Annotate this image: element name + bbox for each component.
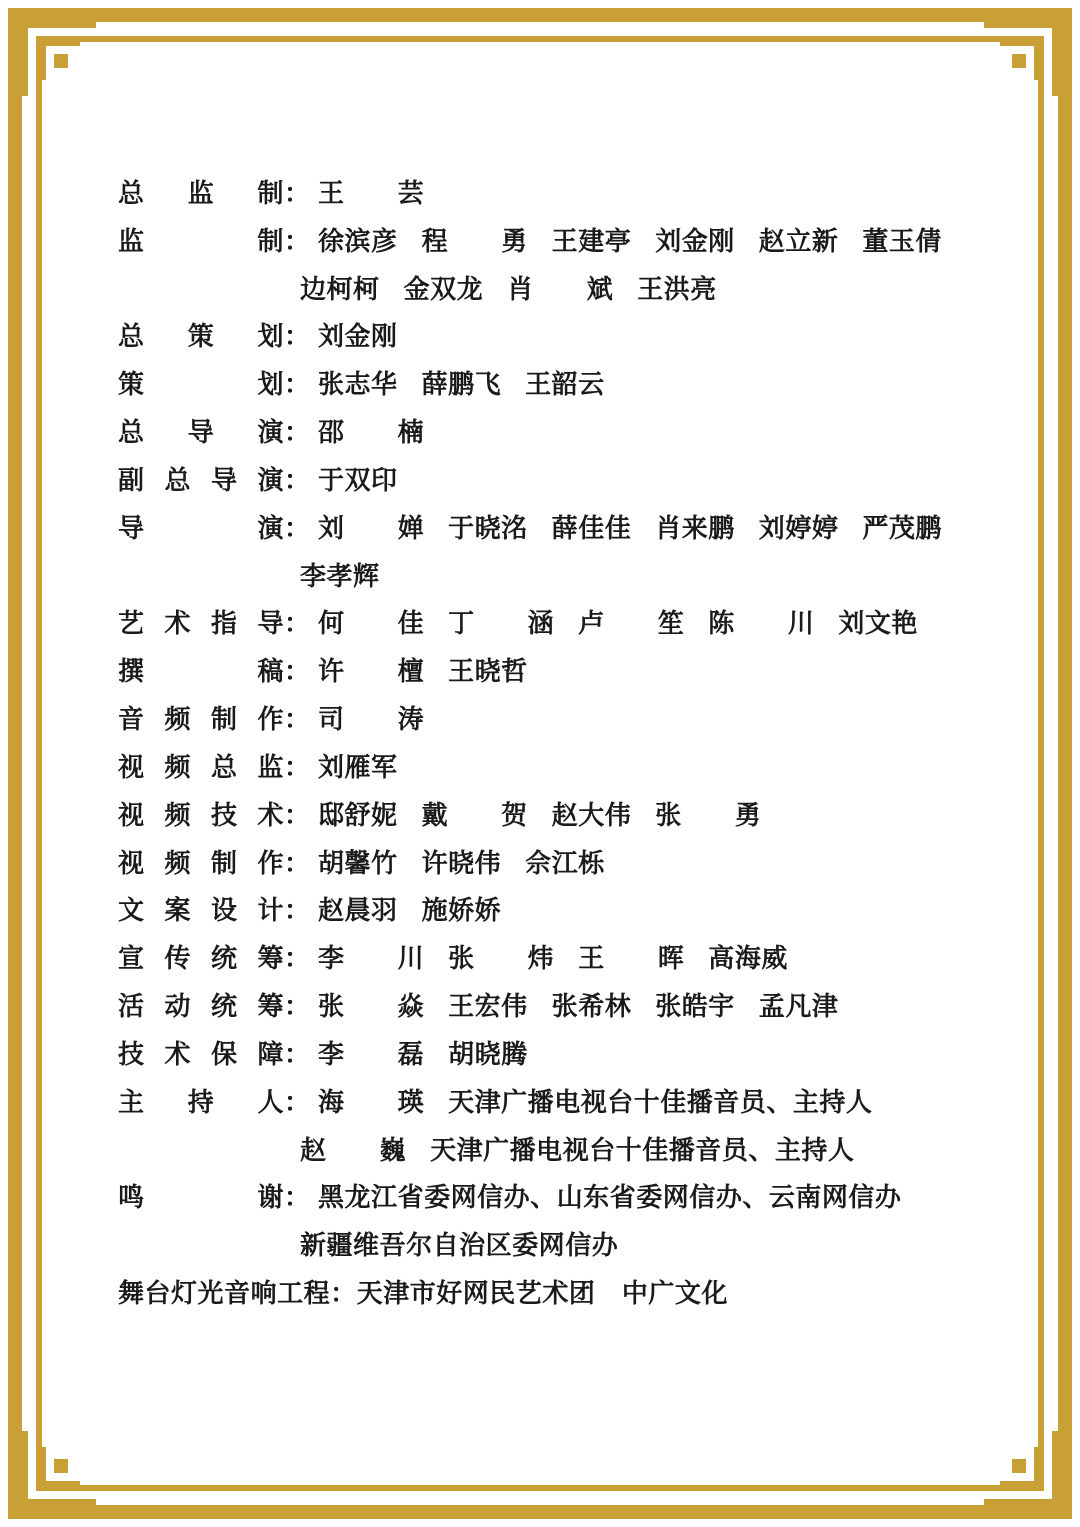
- credit-colon: ：: [284, 178, 311, 208]
- credit-continuation-row: [118, 553, 990, 601]
- credit-names: [310, 600, 990, 648]
- credit-name: 何 佳: [318, 608, 425, 639]
- credit-name: 王宏伟: [448, 991, 528, 1022]
- credit-role-label: 副总导演: [118, 464, 284, 495]
- corner-dot-icon: [1012, 54, 1026, 68]
- credit-names: [292, 1127, 878, 1175]
- credit-role-label: 策 划: [118, 369, 284, 400]
- credit-role-label: 撰 稿: [118, 656, 284, 687]
- credit-row: [118, 505, 990, 553]
- credit-colon: ：: [284, 1086, 311, 1117]
- credit-colon: ：: [284, 321, 311, 352]
- credit-name: 王建亭: [551, 225, 632, 256]
- credit-names: [310, 744, 990, 792]
- credit-name: 张 炜: [448, 943, 555, 974]
- corner-dot-icon: [54, 1459, 68, 1473]
- credit-name: 程 勇: [421, 225, 528, 256]
- credit-row: [118, 313, 990, 361]
- credit-name: 张皓宇: [655, 991, 735, 1022]
- credit-colon: ：: [284, 943, 311, 974]
- credit-role-label: 活动统筹: [118, 991, 284, 1022]
- credit-names: [310, 840, 990, 888]
- credit-row: [118, 218, 990, 266]
- indent-spacer: [118, 266, 292, 314]
- credit-name: 胡馨竹: [318, 847, 398, 878]
- credit-role-label: 总 导 演: [118, 417, 284, 448]
- credit-name: 李 磊: [318, 1038, 425, 1069]
- corner-dot-icon: [54, 54, 68, 68]
- corner-dot-icon: [1012, 1459, 1026, 1473]
- credit-names: [310, 409, 990, 457]
- credit-continuation-row: [118, 266, 990, 314]
- credit-role-label: 视频总监: [118, 751, 284, 782]
- credit-name: 戴 贺: [421, 799, 528, 830]
- corner-ornament-bottom-right-icon: [962, 1409, 1058, 1505]
- credit-name: 高海威: [708, 943, 788, 974]
- credit-names: [310, 887, 990, 935]
- credit-name: 李孝辉: [300, 560, 380, 591]
- credit-name: 黑龙江省委网信办、山东省委网信办、云南网信办: [318, 1182, 902, 1213]
- credit-name: 薛鹏飞: [421, 369, 502, 400]
- credit-colon: ：: [284, 512, 311, 543]
- credit-colon: ：: [284, 656, 311, 687]
- credit-names: [310, 983, 990, 1031]
- credit-name: 许晓伟: [421, 847, 502, 878]
- credit-row: [118, 1079, 990, 1127]
- credit-role-label: 艺术指导: [118, 608, 284, 639]
- credit-colon: ：: [284, 1182, 311, 1213]
- credit-colon: ：: [284, 704, 311, 735]
- credit-name: 新疆维吾尔自治区委网信办: [300, 1230, 619, 1261]
- credit-row: [118, 361, 990, 409]
- credit-name: 于双印: [318, 464, 398, 495]
- credit-names: [310, 218, 990, 266]
- credit-role-label: 文案设计: [118, 895, 284, 926]
- credit-row: [118, 840, 990, 888]
- credit-role-label: 音频制作: [118, 704, 284, 735]
- credit-role-label: 鸣 谢: [118, 1182, 284, 1213]
- credit-row: [118, 1174, 990, 1222]
- credit-name: 施娇娇: [421, 895, 502, 926]
- credit-names: [310, 696, 990, 744]
- credit-name: 刘雁军: [318, 751, 398, 782]
- credit-name: 王 芸: [318, 178, 425, 208]
- indent-spacer: [118, 1222, 292, 1270]
- credit-names: [310, 1079, 990, 1127]
- credit-name: 孟凡津: [758, 991, 839, 1022]
- credit-row: [118, 935, 990, 983]
- corner-ornament-top-left-icon: [22, 22, 118, 118]
- credit-name: 卢 笙: [578, 608, 685, 639]
- corner-ornament-bottom-left-icon: [22, 1409, 118, 1505]
- credit-name: 张 焱: [318, 991, 425, 1022]
- credit-row: [118, 744, 990, 792]
- credit-names: [310, 648, 990, 696]
- credit-name: 赵 巍: [300, 1134, 407, 1165]
- credit-role-label: 总 策 划: [118, 321, 284, 352]
- credit-colon: ：: [284, 608, 311, 639]
- credit-name: 刘 婵: [318, 512, 425, 543]
- credit-name: 严茂鹏: [862, 512, 942, 543]
- credit-name: 海 瑛: [318, 1086, 425, 1117]
- credit-name: 佘江栎: [525, 847, 605, 878]
- credit-colon: ：: [284, 847, 311, 878]
- credit-names: [310, 792, 990, 840]
- credit-name: 天津广播电视台十佳播音员、主持人: [448, 1086, 873, 1117]
- credit-name: 肖 斌: [507, 273, 614, 304]
- credit-colon: ：: [284, 991, 311, 1022]
- credit-name: 赵立新: [758, 225, 839, 256]
- credit-continuation-row: [118, 1222, 990, 1270]
- credit-name: 邸舒妮: [318, 799, 398, 830]
- credit-role-label: 视频技术: [118, 799, 284, 830]
- credit-row: [118, 170, 990, 218]
- credit-colon: ：: [284, 751, 311, 782]
- credit-colon: ：: [284, 895, 311, 926]
- credit-name: 胡晓腾: [448, 1038, 528, 1069]
- credit-row: [118, 600, 990, 648]
- corner-ornament-top-right-icon: [962, 22, 1058, 118]
- credit-name: 刘金刚: [318, 321, 398, 352]
- credit-names: [310, 1174, 990, 1222]
- credit-name: 王晓哲: [448, 656, 528, 687]
- credit-row: [118, 409, 990, 457]
- credit-role-label: 监 制: [118, 225, 284, 256]
- credit-row: [118, 696, 990, 744]
- credit-name: 徐滨彦: [318, 225, 398, 256]
- credit-role-label: 技术保障: [118, 1038, 284, 1069]
- credit-name: 陈 川: [708, 608, 815, 639]
- credit-name: 李 川: [318, 943, 425, 974]
- credit-names: [310, 361, 990, 409]
- credit-name: 王洪亮: [637, 273, 717, 304]
- credit-name: 董玉倩: [862, 225, 942, 256]
- credit-row: [118, 457, 990, 505]
- credit-name: 刘婷婷: [758, 512, 839, 543]
- credit-name: 金双龙: [403, 273, 484, 304]
- credit-name: 许 檀: [318, 656, 425, 687]
- credit-role-label: 视频制作: [118, 847, 284, 878]
- credit-name: 赵晨羽: [318, 895, 398, 926]
- credit-row: [118, 792, 990, 840]
- credit-name: 肖来鹏: [655, 512, 735, 543]
- credit-name: 王 晖: [578, 943, 685, 974]
- credit-colon: ：: [284, 1038, 311, 1069]
- credit-name: 张志华: [318, 369, 398, 400]
- credit-names: [292, 553, 404, 601]
- credit-name: 丁 涵: [448, 608, 555, 639]
- credit-name: 司 涛: [318, 704, 425, 735]
- credits-list: [118, 170, 990, 1318]
- credit-role-label: 主 持 人: [118, 1086, 284, 1117]
- indent-spacer: [118, 1127, 292, 1175]
- credit-role-label: 导 演: [118, 512, 284, 543]
- credit-name: 刘金刚: [655, 225, 735, 256]
- credit-name: 边柯柯: [300, 273, 380, 304]
- credit-name: 赵大伟: [551, 799, 632, 830]
- credit-name: 张 勇: [655, 799, 762, 830]
- credit-continuation-row: [118, 1127, 990, 1175]
- credit-role-label: 总 监 制: [118, 178, 284, 208]
- credit-names: [310, 313, 990, 361]
- credit-name: 薛佳佳: [551, 512, 632, 543]
- credit-names: [310, 505, 990, 553]
- credit-row: [118, 648, 990, 696]
- credit-names: [310, 1031, 990, 1079]
- credit-name: 于晓洺: [448, 512, 528, 543]
- credit-name: 王韶云: [525, 369, 605, 400]
- credit-names: [292, 266, 741, 314]
- credit-name: 天津广播电视台十佳播音员、主持人: [430, 1134, 855, 1165]
- credit-names: [310, 935, 990, 983]
- stage-engineering-credit-row: 舞台灯光音响工程：天津市好网民艺术团 中广文化: [118, 1278, 728, 1309]
- credit-name: 张希林: [551, 991, 632, 1022]
- credit-names: [310, 457, 990, 505]
- credit-names: [310, 170, 990, 218]
- credit-row: [118, 983, 990, 1031]
- credit-colon: ：: [284, 369, 311, 400]
- credit-role-label: 宣传统筹: [118, 943, 284, 974]
- credit-row: [118, 887, 990, 935]
- credit-colon: ：: [284, 799, 311, 830]
- credit-name: 邵 楠: [318, 417, 425, 448]
- credit-colon: ：: [284, 464, 311, 495]
- credit-name: 刘文艳: [838, 608, 918, 639]
- credit-colon: ：: [284, 225, 311, 256]
- credit-names: [292, 1222, 642, 1270]
- credit-colon: ：: [284, 417, 311, 448]
- credit-row: [118, 1031, 990, 1079]
- indent-spacer: [118, 553, 292, 601]
